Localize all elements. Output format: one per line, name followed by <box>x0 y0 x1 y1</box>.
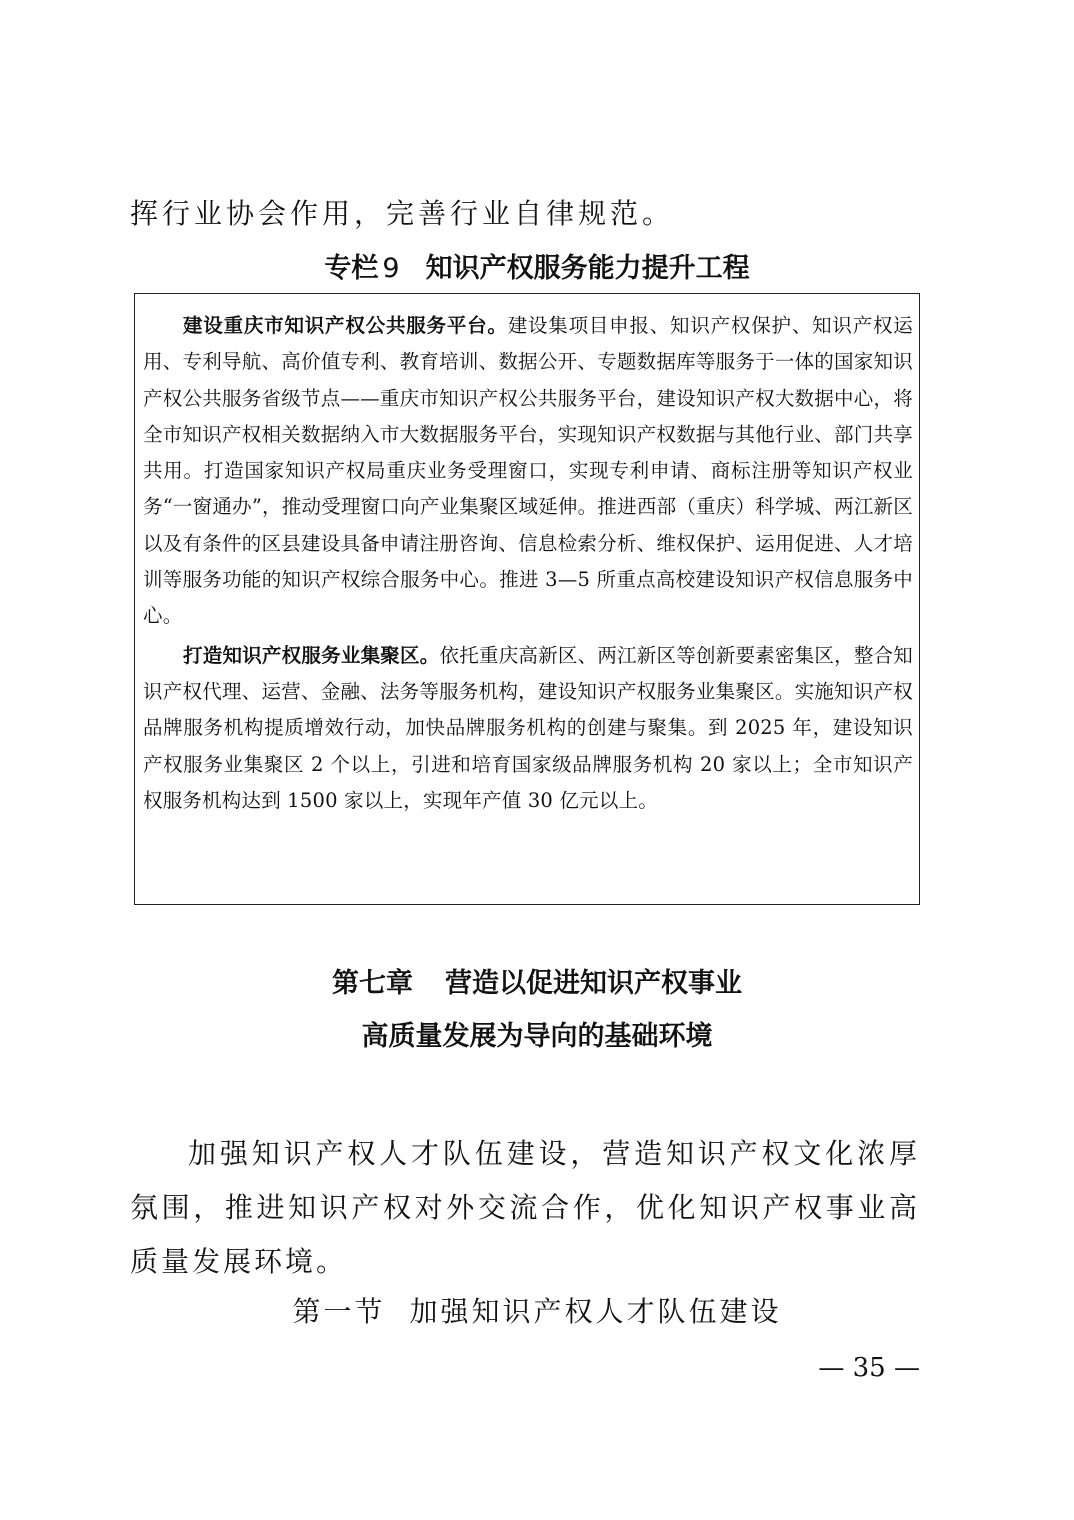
section-number: 第一节 <box>292 1295 386 1328</box>
chapter-intro: 加强知识产权人才队伍建设，营造知识产权文化浓厚氛围，推进知识产权对外交流合作，优化知识产权事业高质量发展环境。 <box>130 1137 920 1278</box>
page-number: — 35 — <box>818 1353 920 1383</box>
continuation-text: 挥行业协会作用，完善行业自律规范。 <box>130 197 675 230</box>
column-paragraph <box>143 638 913 819</box>
paragraph-lead: 建设重庆市知识产权公共服务平台。 <box>183 314 508 337</box>
paragraph-text: 依托重庆高新区、两江新区等创新要素密集区，整合知识产权代理、运营、金融、法务等服务机构，建设知识产权服务业集聚区。实施知识产权品牌服务机构提质增效行动，加快品牌服务机构的创建与聚集。到 2025 年，建设知识产权服务业集聚区 2 个以上，引进和培育国家级品牌服务机构 20 家以上；全市知识产权服务机构达到 1500 家以上，实现年产值 30 亿元以上。 <box>143 643 913 812</box>
column-label: 专栏 <box>324 253 379 284</box>
section-title: 加强知识产权人才队伍建设 <box>409 1295 782 1328</box>
chapter-number: 第七章 <box>332 968 413 999</box>
chapter-heading-line1 <box>0 964 1074 1004</box>
column-number: 9 <box>382 253 400 284</box>
column-box <box>134 293 920 905</box>
column-box-title <box>0 247 1074 291</box>
chapter-title-line2: 高质量发展为导向的基础环境 <box>361 1021 713 1052</box>
column-paragraph <box>143 308 913 635</box>
chapter-title-line1: 营造以促进知识产权事业 <box>445 968 742 999</box>
section-heading <box>0 1290 1074 1334</box>
column-title: 知识产权服务能力提升工程 <box>425 253 750 284</box>
paragraph-lead: 打造知识产权服务业集聚区。 <box>183 643 440 667</box>
paragraph-text: 建设集项目申报、知识产权保护、知识产权运用、专利导航、高价值专利、教育培训、数据公开、专题数据库等服务于一体的国家知识产权公共服务省级节点——重庆市知识产权公共服务平台，建设知识产权大数据中心，将全市知识产权相关数据纳入市大数据服务平台，实现知识产权数据与其他行业、部门共享共用。打造国家知识产权局重庆业务受理窗口，实现专利申请、商标注册等知识产权业务“一窗通办”，推动受理窗口向产业集聚区域延伸。推进西部（重庆）科学城、两江新区以及有条件的区县建设具备申请注册咨询、信息检索分析、维权保护、运用促进、人才培训等服务功能的知识产权综合服务中心。推进 3—5 所重点高校建设知识产权信息服务中心。 <box>143 314 913 628</box>
